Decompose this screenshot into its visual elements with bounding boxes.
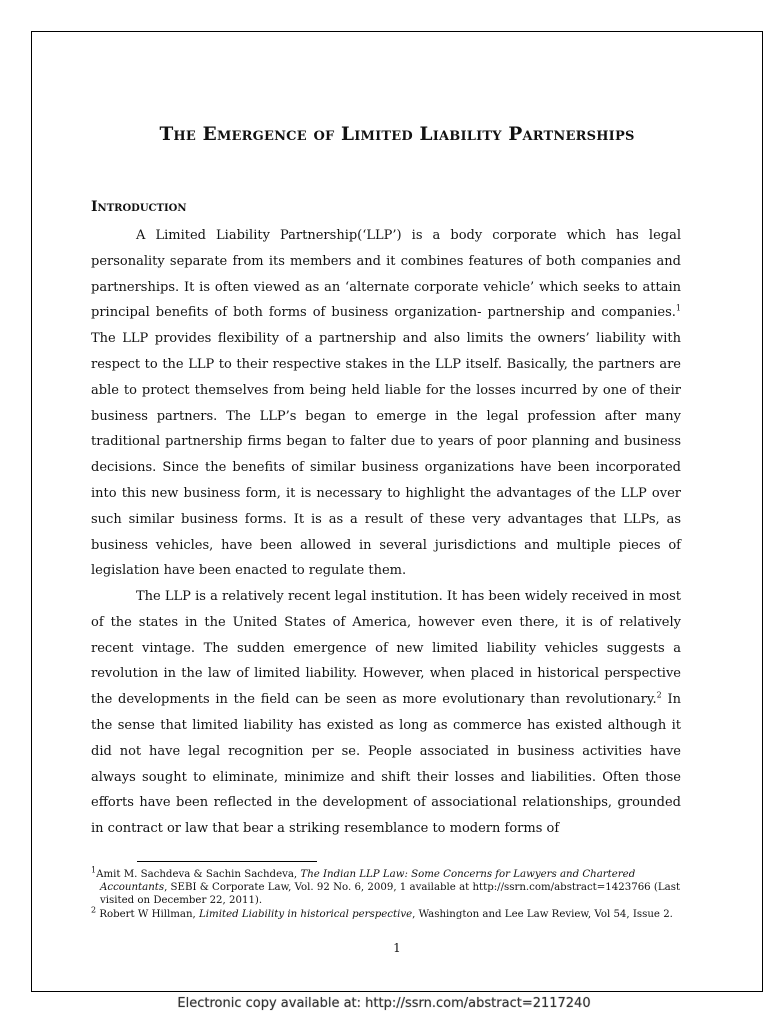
body-paragraph-1 — [91, 223, 681, 584]
document-page — [31, 31, 763, 992]
paragraph-text: In the sense that limited liability has existed as long as commerce has existed although it did not have legal recognition per se. People associated in business activities have always sought to eliminate, minimize and shift their losses and liabilities. Often those efforts have been reflected in the development of associational relationships, grounded in contract or law that bear a striking resemblance to modern forms of — [91, 692, 681, 837]
footnote-authors: Amit M. Sachdeva & Sachin Sachdeva, — [96, 869, 301, 880]
footnote-work-title: The Indian LLP Law: Some Concerns for Lawyers and Chartered Accountants — [100, 869, 636, 894]
footnote-reference[interactable]: 2 — [656, 690, 662, 700]
paragraph-text: The LLP provides flexibility of a partnership and also limits the owners’ liability with respect to the LLP to their respective stakes in the LLP itself. Basically, the partners are able to protect themselves from being held liable for the losses incurred by one of their business partners. The LLP’s began to emerge in the legal profession after many traditional partnership firms began to falter due to years of poor planning and business decisions. Since the benefits of similar business organizations have been incorporated into this new business form, it is necessary to highlight the advantages of the LLP over such similar business forms. It is as a result of these very advantages that LLPs, as business vehicles, have been allowed in several jurisdictions and multiple pieces of legislation have been enacted to regulate them. — [91, 331, 681, 579]
document-title: The Emergence of Limited Liability Partnerships — [159, 124, 635, 145]
footnote-authors: Robert W Hillman, — [96, 908, 200, 920]
paragraph-text: The LLP is a relatively recent legal institution. It has been widely received in most of the states in the United States of America, however even there, it is of relatively recent vintage. The sudden emergence of new limited liability vehicles suggests a revolution in the law of limited liability. However, when placed in historical perspective the developments in the field can be seen as more evolutionary than revolutionary. — [91, 589, 681, 708]
footnote-work-title: Limited Liability in historical perspective — [199, 908, 413, 920]
section-heading: Introduction — [91, 199, 187, 215]
footnote-2 — [91, 905, 681, 921]
footnote-citation: , Washington and Lee Law Review, Vol 54, Issue 2. — [412, 908, 673, 920]
footnote-reference[interactable]: 1 — [675, 304, 681, 314]
paragraph-text: A Limited Liability Partnership(‘LLP’) is a body corporate which has legal personality separate from its members and it combines features of both companies and partnerships. It is often viewed as an ‘alternate corporate vehicle’ which seeks to attain principal benefits of both forms of business organization- partnership and companies. — [91, 228, 681, 321]
footnotes — [91, 865, 681, 921]
footnote-divider — [137, 861, 317, 862]
footnote-citation[interactable]: , SEBI & Corporate Law, Vol. 92 No. 6, 2009, 1 available at http://ssrn.com/abstract=1423766 (Last visited on December 22, 2011). — [100, 882, 681, 907]
ssrn-footer-link[interactable]: Electronic copy available at: http://ssrn.com/abstract=2117240 — [177, 996, 591, 1011]
footnote-marker: 2 — [91, 905, 97, 915]
footnote-marker: 1 — [91, 865, 97, 875]
page-number: 1 — [393, 941, 401, 955]
footnote-1 — [91, 865, 681, 908]
body-paragraph-2 — [91, 584, 681, 842]
